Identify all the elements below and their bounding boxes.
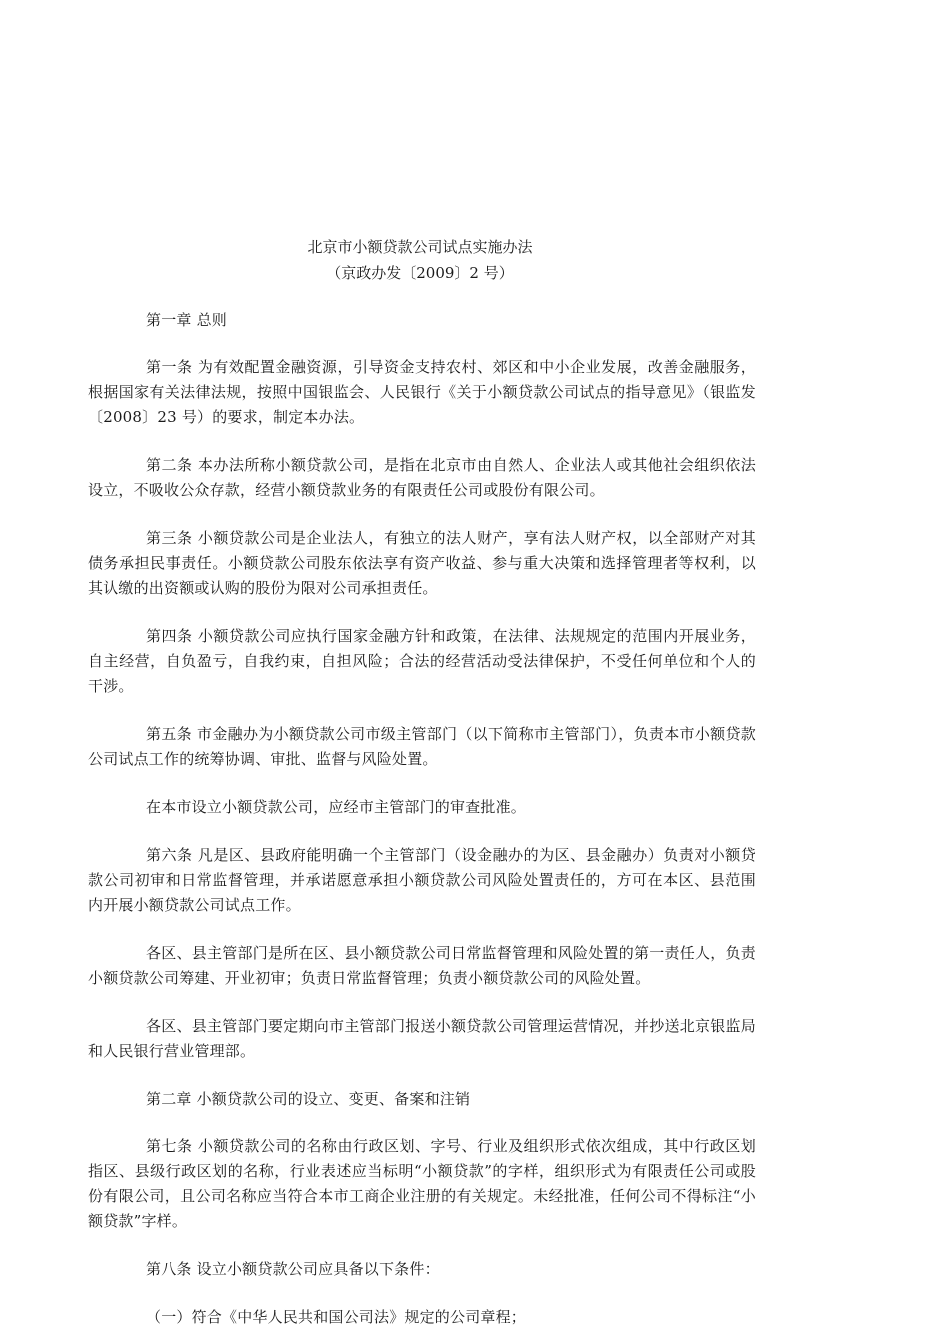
article-5: 第五条 市金融办为小额贷款公司市级主管部门（以下简称市主管部门），负责本市小额贷款公司试点工作的统筹协调、审批、监督与风险处置。 <box>88 725 756 768</box>
article-7: 第七条 小额贷款公司的名称由行政区划、字号、行业及组织形式依次组成，其中行政区划指区、县级行政区划的名称，行业表述应当标明“小额贷款”的字样，组织形式为有限责任公司或股份有限公司，且公司名称应当符合本市工商企业注册的有关规定。未经批准，任何公司不得标注“小额贷款”字样。 <box>88 1137 756 1230</box>
title-block <box>0 234 840 286</box>
article-2: 第二条 本办法所称小额贷款公司，是指在北京市由自然人、企业法人或其他社会组织依法设立，不吸收公众存款，经营小额贷款业务的有限责任公司或股份有限公司。 <box>88 456 756 499</box>
document-number: （京政办发〔2009〕2 号） <box>326 264 514 282</box>
chapter-heading-1: 第一章 总则 <box>146 311 227 329</box>
article-8-item-1: （一）符合《中华人民共和国公司法》规定的公司章程； <box>146 1308 527 1326</box>
chapter-heading-2: 第二章 小额贷款公司的设立、变更、备案和注销 <box>146 1090 471 1108</box>
article-6: 第六条 凡是区、县政府能明确一个主管部门（设金融办的为区、县金融办）负责对小额贷款公司初审和日常监督管理，并承诺愿意承担小额贷款公司风险处置责任的，方可在本区、县范围内开展小额贷款公司试点工作。 <box>88 846 756 914</box>
article-8: 第八条 设立小额贷款公司应具备以下条件： <box>146 1260 440 1278</box>
article-6-clause-2: 各区、县主管部门要定期向市主管部门报送小额贷款公司管理运营情况，并抄送北京银监局和人民银行营业管理部。 <box>88 1017 756 1060</box>
document-body <box>88 308 756 1330</box>
article-6-clause-1: 各区、县主管部门是所在区、县小额贷款公司日常监督管理和风险处置的第一责任人，负责小额贷款公司筹建、开业初审；负责日常监督管理；负责小额贷款公司的风险处置。 <box>88 944 756 987</box>
article-3: 第三条 小额贷款公司是企业法人，有独立的法人财产，享有法人财产权，以全部财产对其债务承担民事责任。小额贷款公司股东依法享有资产收益、参与重大决策和选择管理者等权利，以其认缴的出资额或认购的股份为限对公司承担责任。 <box>88 529 756 597</box>
document-title: 北京市小额贷款公司试点实施办法 <box>307 238 533 256</box>
article-1: 第一条 为有效配置金融资源，引导资金支持农村、郊区和中小企业发展，改善金融服务，根据国家有关法律法规，按照中国银监会、人民银行《关于小额贷款公司试点的指导意见》（银监发〔2008〕23 号）的要求，制定本办法。 <box>88 358 756 426</box>
article-5-clause: 在本市设立小额贷款公司，应经市主管部门的审查批准。 <box>146 798 527 816</box>
article-4: 第四条 小额贷款公司应执行国家金融方针和政策，在法律、法规规定的范围内开展业务，自主经营，自负盈亏，自我约束，自担风险；合法的经营活动受法律保护，不受任何单位和个人的干涉。 <box>88 627 756 695</box>
